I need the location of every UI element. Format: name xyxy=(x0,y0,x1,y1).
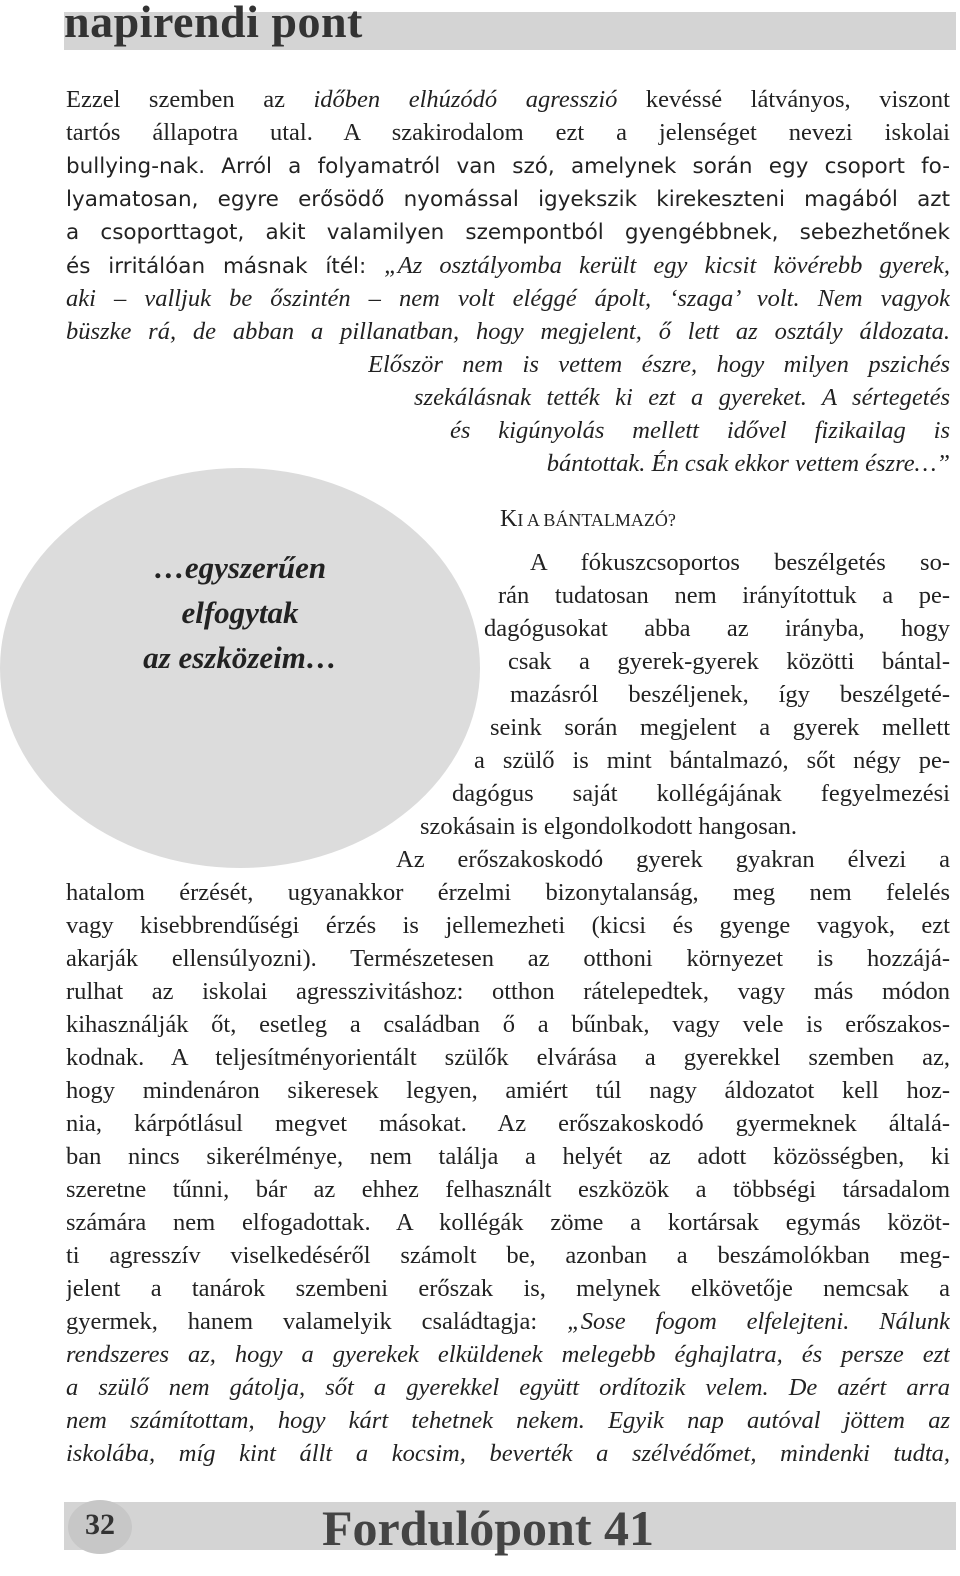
subheading: KI A BÁNTALMAZÓ? xyxy=(500,506,676,532)
text-line: szekálásnak tették ki ezt a gyereket. A sértegetés xyxy=(414,384,950,411)
text-line: seink során megjelent a gyerek mellett xyxy=(490,714,950,741)
text-line: és kigúnyolás mellett idővel fizikailag is xyxy=(450,417,950,444)
text-line: iskolába, míg kint állt a kocsim, beverték a szélvédőmet, mindenki tudta, xyxy=(66,1440,950,1467)
text-line: bántottak. Én csak ekkor vettem észre…” xyxy=(546,450,950,477)
text-line: hogy mindenáron sikeresek legyen, amiért túl nagy áldozatot kell hoz- xyxy=(66,1077,950,1104)
text-line: Ezzel szemben az időben elhúzódó agresszió kevéssé látványos, viszont xyxy=(66,86,950,113)
page-number: 32 xyxy=(85,1508,115,1541)
text-line: kihasználják őt, esetleg a családban ő a bűnbak, vagy vele is erőszakos- xyxy=(66,1011,950,1038)
pull-quote-line: elfogytak xyxy=(181,595,299,630)
text-line: bullying-nak. Arról a folyamatról van szó, amelynek során egy csoport fo- xyxy=(66,154,950,179)
text-line: jelent a tanárok szembeni erőszak is, melynek elkövetője nemcsak a xyxy=(66,1275,950,1302)
text-line: és irritálóan másnak ítél: „Az osztályomba került egy kicsit kövérebb gyerek, xyxy=(66,252,950,279)
text-line: aki – valljuk be őszintén – nem volt eléggé ápolt, ‘szaga’ volt. Nem vagyok xyxy=(66,285,950,312)
text-line: vagy kisebbrendűségi érzés is jellemezheti (kicsi és gyenge vagyok, ezt xyxy=(66,912,950,939)
text-line: gyermek, hanem valamelyik családtagja: „Sose fogom elfelejteni. Nálunk xyxy=(66,1308,950,1335)
section-title: napirendi pont xyxy=(64,0,363,47)
text-line: akarják ellensúlyozni). Természetesen az otthoni környezet is hozzájá- xyxy=(66,945,950,972)
text-line: a csoporttagot, akit valamilyen szempontból gyengébbnek, sebezhetőnek xyxy=(66,220,950,245)
text-line: lyamatosan, egyre erősödő nyomással igyekszik kirekeszteni magából azt xyxy=(66,187,950,212)
text-line: rulhat az iskolai agresszivitáshoz: otthon rátelepedtek, vagy más módon xyxy=(66,978,950,1005)
text-line: dagógus saját kollégájának fegyelmezési xyxy=(452,780,950,807)
text-line: ti agresszív viselkedéséről számolt be, azonban a beszámolókban meg- xyxy=(66,1242,950,1269)
text-line: rendszeres az, hogy a gyerekek elküldenek melegebb éghajlatra, és persze ezt xyxy=(66,1341,950,1368)
text-line: csak a gyerek-gyerek közötti bántal- xyxy=(508,648,950,675)
pull-quote-line: az eszközeim… xyxy=(143,640,337,675)
text-line: számára nem elfogadottak. A kollégák zöme a kortársak egymás közöt- xyxy=(66,1209,950,1236)
text-line: szeretne tűnni, bár az ehhez felhasznált eszközök a többségi társadalom xyxy=(66,1176,950,1203)
text-line: a szülő is mint bántalmazó, sőt négy pe- xyxy=(474,747,950,774)
text-line: Először nem is vettem észre, hogy milyen pszichés xyxy=(368,351,950,378)
text-line: dagógusokat abba az irányba, hogy xyxy=(484,615,950,642)
text-line: nem számítottam, hogy kárt tehetnek nekem. Egyik nap autóval jöttem az xyxy=(66,1407,950,1434)
text-line: szokásain is elgondolkodott hangosan. xyxy=(420,813,797,840)
text-line: ban nincs sikerélménye, nem találja a helyét az adott közösségben, ki xyxy=(66,1143,950,1170)
text-line: tartós állapotra utal. A szakirodalom ezt a jelenséget nevezi iskolai xyxy=(66,119,950,146)
text-line: büszke rá, de abban a pillanatban, hogy megjelent, ő lett az osztály áldozata. xyxy=(66,318,950,345)
pull-quote-line: …egyszerűen xyxy=(153,550,327,585)
text-line: hatalom érzését, ugyanakkor érzelmi bizonytalanság, meg nem felelés xyxy=(66,879,950,906)
text-line: A fókuszcsoportos beszélgetés so- xyxy=(530,549,950,576)
text-line: a szülő nem gátolja, sőt a gyerekkel együtt ordítozik velem. De azért arra xyxy=(66,1374,950,1401)
text-line: rán tudatosan nem irányítottuk a pe- xyxy=(498,582,950,609)
text-line: Az erőszakoskodó gyerek gyakran élvezi a xyxy=(396,846,950,873)
text-line: nia, kárpótlásul megvet másokat. Az erőszakoskodó gyermeknek általá- xyxy=(66,1110,950,1137)
magazine-title: Fordulópont 41 xyxy=(322,1500,655,1556)
text-line: kodnak. A teljesítményorientált szülők elvárása a gyerekkel szemben az, xyxy=(66,1044,950,1071)
text-line: mazásról beszéljenek, így beszélgeté- xyxy=(510,681,950,708)
